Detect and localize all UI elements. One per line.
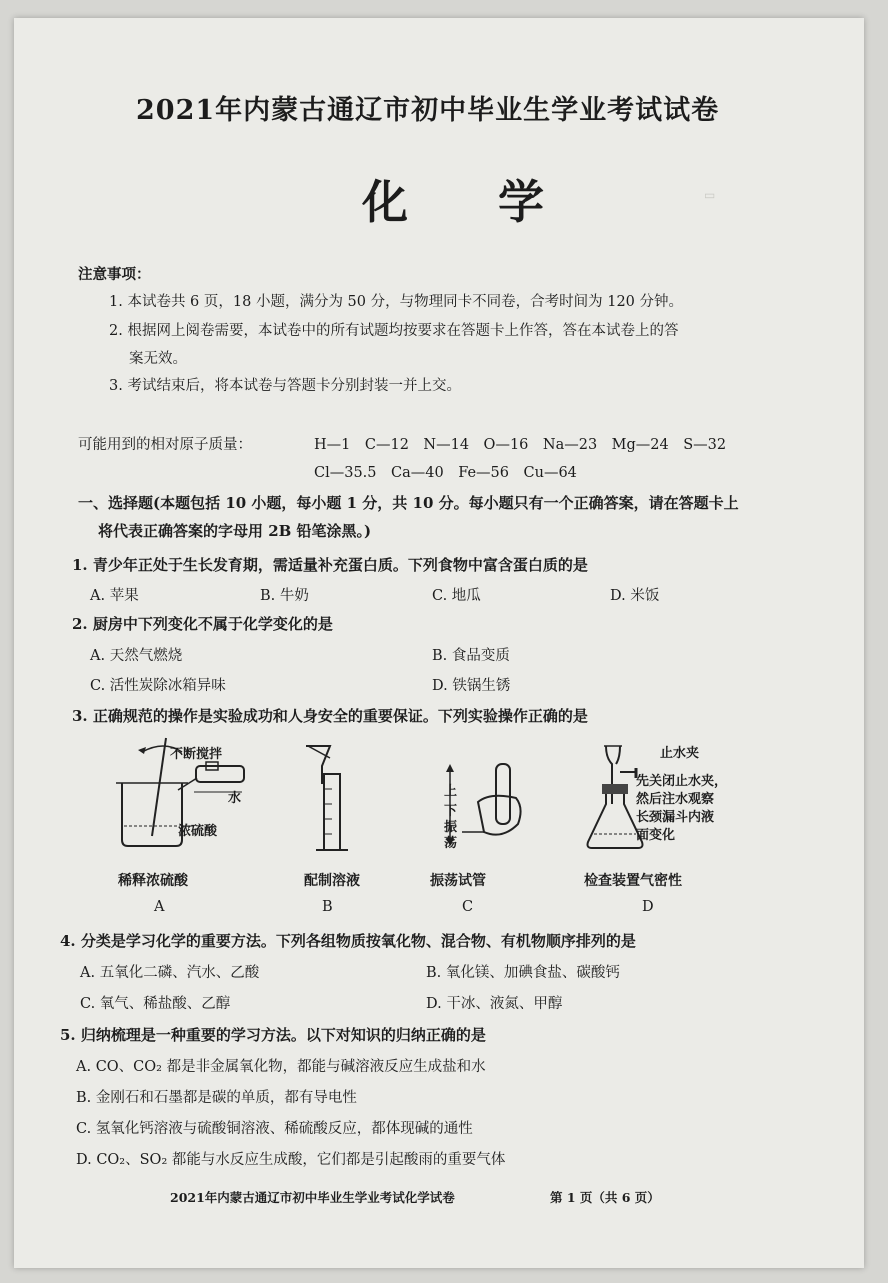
bleed-through: ▭ [704,188,716,202]
q5-option-d: D. CO₂、SO₂ 都能与水反应生成酸，它们都是引起酸雨的重要气体 [76,1152,506,1168]
fig-c-label-down: 下 [444,804,458,819]
fig-d-label-clip: 止水夹 [660,746,700,761]
fig-c-letter: C [462,899,474,915]
fig-a-label-water: 水 [228,791,242,806]
q5-option-b: B. 金刚石和石墨都是碳的单质，都有导电性 [76,1090,357,1106]
q1-option-a: A. 苹果 [90,588,139,604]
question-2-stem: 2. 厨房中下列变化不属于化学变化的是 [72,615,333,633]
q4-option-b: B. 氧化镁、加碘食盐、碳酸钙 [426,965,620,981]
q4-option-c: C. 氧气、稀盐酸、乙醇 [80,996,231,1012]
notice-item-1: 1. 本试卷共 6 页，18 小题，满分为 50 分，与物理同卡不同卷，合考时间为 120 分钟。 [109,294,684,310]
fig-d-label-line-3: 长颈漏斗内液 [636,810,715,825]
section-heading: 一、选择题(本题包括 10 小题，每小题 1 分，共 10 分。每小题只有一个正确答案，请在答题卡上 [78,494,739,512]
fig-d-caption: 检查装置气密性 [584,873,682,889]
question-1-stem: 1. 青少年正处于生长发育期，需适量补充蛋白质。下列食物中富含蛋白质的是 [72,556,588,574]
q1-option-d: D. 米饭 [610,588,660,604]
fig-b-caption: 配制溶液 [304,873,360,889]
page-title: 2021年内蒙古通辽市初中毕业生学业考试试卷 [136,95,720,126]
q1-option-c: C. 地瓜 [432,588,481,604]
atomic-mass-line-1: H—1 C—12 N—14 O—16 Na—23 Mg—24 S—32 [314,437,727,453]
notice-item-2: 2. 根据网上阅卷需要，本试卷中的所有试题均按要求在答题卡上作答，答在本试卷上的答 [109,323,679,339]
subject-title: 化学 [362,175,634,229]
question-3-stem: 3. 正确规范的操作是实验成功和人身安全的重要保证。下列实验操作正确的是 [72,707,588,725]
atomic-mass-line-2: Cl—35.5 Ca—40 Fe—56 Cu—64 [314,465,577,481]
fig-d-label-line-4: 面变化 [636,828,676,843]
q2-option-a: A. 天然气燃烧 [90,648,183,664]
fig-a-label-acid: 浓硫酸 [178,824,218,839]
fig-a-letter: A [154,899,165,915]
q4-option-a: A. 五氧化二磷、汽水、乙酸 [80,965,260,981]
fig-d-letter: D [642,899,654,915]
fig-b-letter: B [322,899,333,915]
q5-option-c: C. 氢氧化钙溶液与硫酸铜溶液、稀硫酸反应，都体现碱的通性 [76,1121,473,1137]
q4-option-d: D. 干冰、液氮、甲醇 [426,996,563,1012]
fig-a-label-stir: 不断搅拌 [170,747,223,762]
exam-page [14,18,864,1268]
figure-c-drawing [444,762,534,852]
footer-text: 2021年内蒙古通辽市初中毕业生学业考试化学试卷 [170,1190,455,1205]
question-5-stem: 5. 归纳梳理是一种重要的学习方法。以下对知识的归纳正确的是 [60,1026,486,1044]
q2-option-c: C. 活性炭除冰箱异味 [90,678,226,694]
fig-c-label-up: 上 [444,784,458,799]
figure-b-drawing [304,744,384,854]
fig-d-label-line-2: 然后注水观察 [636,792,715,807]
fig-a-caption: 稀释浓硫酸 [118,873,188,889]
section-heading-cont: 将代表正确答案的字母用 2B 铅笔涂黑。) [98,522,372,540]
fig-c-caption: 振荡试管 [430,873,486,889]
q2-option-b: B. 食品变质 [432,648,510,664]
notice-heading: 注意事项： [78,266,151,283]
notice-item-2-cont: 案无效。 [129,351,187,367]
fig-d-label-line-1: 先关闭止水夹， [636,774,728,789]
notice-item-3: 3. 考试结束后，将本试卷与答题卡分别封装一并上交。 [109,378,461,394]
fig-c-label-swing: 荡 [444,836,458,851]
q5-option-a: A. CO、CO₂ 都是非金属氧化物，都能与碱溶液反应生成盐和水 [76,1059,486,1075]
atomic-mass-label: 可能用到的相对原子质量： [78,437,252,453]
footer-page-number: 第 1 页（共 6 页） [550,1190,660,1205]
question-4-stem: 4. 分类是学习化学的重要方法。下列各组物质按氧化物、混合物、有机物顺序排列的是 [60,932,636,950]
fig-c-label-shake: 振 [444,820,458,835]
q1-option-b: B. 牛奶 [260,588,309,604]
q2-option-d: D. 铁锅生锈 [432,678,511,694]
